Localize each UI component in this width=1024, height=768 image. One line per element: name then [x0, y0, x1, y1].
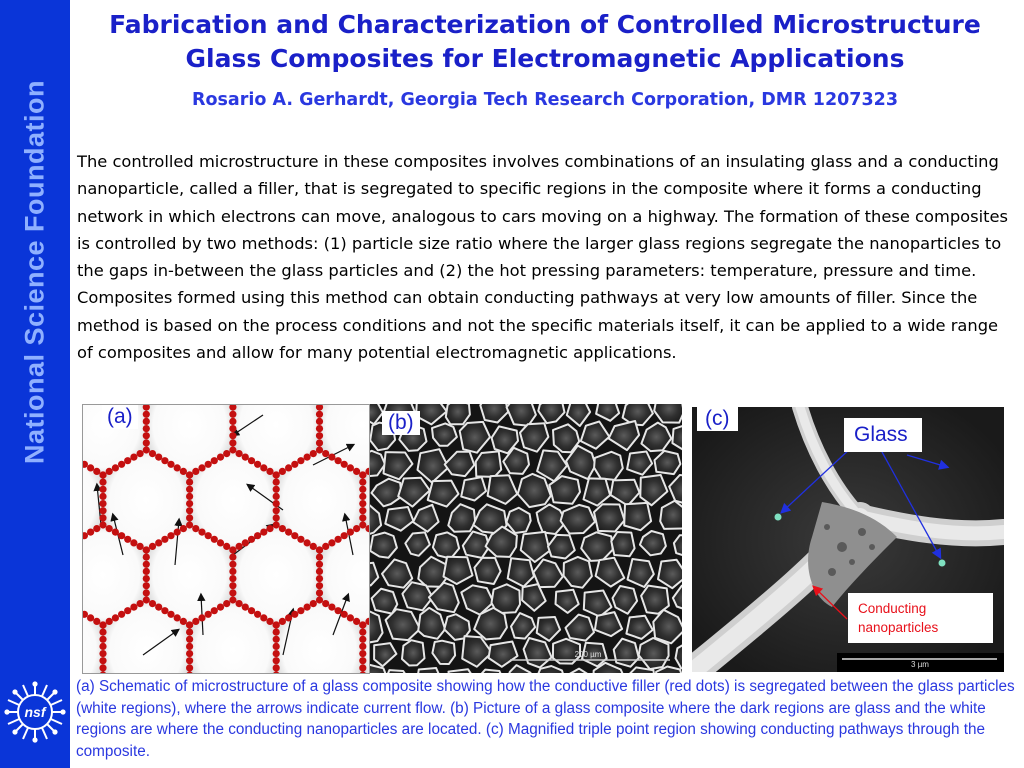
figure-c-conducting-label-line-1: Conducting [858, 601, 927, 616]
filler-dot [211, 607, 218, 614]
filler-dot [186, 621, 193, 628]
filler-dot [143, 554, 150, 561]
filler-dot [186, 643, 193, 650]
filler-dot [248, 536, 255, 543]
filler-dot [143, 446, 150, 453]
filler-dot [359, 514, 366, 521]
nsf-sidebar [0, 0, 70, 768]
filler-dot [285, 529, 292, 536]
filler-dot [335, 457, 342, 464]
nsf-logo-icon [4, 681, 66, 743]
micrograph-grain [370, 533, 397, 558]
filler-dot [99, 521, 106, 528]
filler-dot [242, 454, 249, 461]
filler-dot [143, 582, 150, 589]
filler-dot [217, 454, 224, 461]
filler-dot [192, 525, 199, 532]
filler-dot [236, 450, 243, 457]
filler-dot [192, 468, 199, 475]
figure-a-drawing [83, 405, 369, 673]
filler-dot [137, 543, 144, 550]
filler-dot [359, 636, 366, 643]
filler-dot [229, 411, 236, 418]
filler-dot [198, 464, 205, 471]
filler-dot [316, 589, 323, 596]
filler-dot [143, 432, 150, 439]
filler-dot [273, 629, 280, 636]
micrograph-grain [611, 532, 634, 556]
filler-dot [106, 618, 113, 625]
filler-dot [359, 479, 366, 486]
filler-dot [316, 425, 323, 432]
filler-dot [174, 464, 181, 471]
filler-dot [273, 507, 280, 514]
filler-dot [328, 604, 335, 611]
filler-dot [99, 493, 106, 500]
filler-dot [93, 468, 100, 475]
filler-dot [273, 500, 280, 507]
figure-a-schematic [82, 404, 370, 674]
filler-dot [99, 514, 106, 521]
filler-dot [186, 629, 193, 636]
filler-dot [137, 450, 144, 457]
micrograph-grain [594, 452, 623, 480]
filler-dot [112, 464, 119, 471]
filler-dot [236, 543, 243, 550]
filler-dot [167, 532, 174, 539]
filler-dot [279, 525, 286, 532]
filler-dot [322, 600, 329, 607]
filler-dot [167, 611, 174, 618]
filler-dot [347, 614, 354, 621]
filler-dot [304, 604, 311, 611]
filler-dot [161, 457, 168, 464]
filler-dot [248, 607, 255, 614]
filler-dot [143, 596, 150, 603]
filler-dot [359, 500, 366, 507]
filler-dot [254, 532, 261, 539]
filler-dot [143, 418, 150, 425]
filler-dot [242, 539, 249, 546]
figure-b-micrograph [370, 404, 682, 673]
filler-dot [205, 461, 212, 468]
filler-dot [254, 611, 261, 618]
filler-dot [347, 464, 354, 471]
micrograph-grain [433, 532, 459, 558]
filler-dot [273, 479, 280, 486]
filler-dot [186, 486, 193, 493]
filler-dot [186, 471, 193, 478]
filler-dot [143, 425, 150, 432]
filler-dot [316, 546, 323, 553]
filler-dot [99, 643, 106, 650]
filler-dot [143, 568, 150, 575]
filler-dot [304, 454, 311, 461]
filler-dot [180, 468, 187, 475]
svg-text:nsf: nsf [24, 704, 46, 720]
filler-dot [310, 600, 317, 607]
micrograph-grain [402, 640, 425, 665]
filler-dot [211, 536, 218, 543]
filler-dot [99, 636, 106, 643]
filler-dot [359, 650, 366, 657]
filler-dot [273, 486, 280, 493]
filler-dot [198, 529, 205, 536]
filler-dot [248, 457, 255, 464]
filler-dot [273, 514, 280, 521]
filler-dot [291, 532, 298, 539]
filler-dot [316, 582, 323, 589]
filler-dot [260, 614, 267, 621]
filler-dot [186, 514, 193, 521]
filler-dot [341, 461, 348, 468]
filler-dot [279, 468, 286, 475]
filler-dot [328, 539, 335, 546]
filler-dot [266, 618, 273, 625]
filler-dot [229, 546, 236, 553]
filler-dot [155, 454, 162, 461]
filler-dot [155, 604, 162, 611]
filler-dot [186, 636, 193, 643]
filler-dot [99, 650, 106, 657]
filler-dot [118, 611, 125, 618]
filler-dot [180, 618, 187, 625]
filler-dot [118, 532, 125, 539]
filler-dot [223, 450, 230, 457]
slide-title-line-1: Fabrication and Characterization of Controlled Microstructure [109, 10, 981, 39]
figure-c-glass-label: Glass [844, 418, 922, 452]
filler-dot [106, 525, 113, 532]
filler-dot [99, 664, 106, 671]
filler-dot [205, 611, 212, 618]
nsf-sidebar-label: National Science Foundation [19, 79, 50, 465]
micrograph-grain [476, 451, 502, 477]
filler-dot [353, 468, 360, 475]
filler-dot [229, 582, 236, 589]
filler-dot [335, 536, 342, 543]
filler-dot [161, 536, 168, 543]
filler-dot [186, 507, 193, 514]
filler-dot [316, 446, 323, 453]
filler-dot [266, 468, 273, 475]
filler-dot [186, 650, 193, 657]
filler-dot [316, 411, 323, 418]
filler-dot [99, 629, 106, 636]
filler-dot [149, 450, 156, 457]
filler-dot [316, 432, 323, 439]
filler-dot [99, 657, 106, 664]
filler-dot [87, 614, 94, 621]
filler-dot [229, 439, 236, 446]
filler-dot [316, 554, 323, 561]
filler-dot [297, 457, 304, 464]
filler-dot [118, 461, 125, 468]
filler-dot [359, 471, 366, 478]
filler-dot [285, 614, 292, 621]
slide-subtitle: Rosario A. Gerhardt, Georgia Tech Research Corporation, DMR 1207323 [192, 90, 898, 110]
filler-dot [112, 529, 119, 536]
filler-dot [149, 600, 156, 607]
filler-dot [143, 411, 150, 418]
filler-dot [273, 650, 280, 657]
filler-dot [273, 621, 280, 628]
filler-dot [186, 657, 193, 664]
filler-dot [87, 464, 94, 471]
filler-dot [229, 568, 236, 575]
filler-dot [359, 657, 366, 664]
filler-dot [186, 493, 193, 500]
filler-dot [322, 543, 329, 550]
figure-a-label: (a) [102, 405, 138, 429]
filler-dot [254, 461, 261, 468]
filler-dot [229, 446, 236, 453]
filler-dot [359, 629, 366, 636]
filler-dot [174, 614, 181, 621]
micrograph-grain [474, 558, 500, 584]
filler-dot [310, 450, 317, 457]
filler-dot [124, 536, 131, 543]
filler-dot [217, 604, 224, 611]
filler-dot [297, 536, 304, 543]
filler-dot [186, 521, 193, 528]
figure-c-conducting-label-line-2: nanoparticles [858, 620, 939, 635]
filler-dot [130, 604, 137, 611]
figure-b-scale-label: 200 µm [574, 650, 602, 659]
filler-dot [341, 611, 348, 618]
filler-dot [143, 546, 150, 553]
filler-dot [167, 461, 174, 468]
filler-dot [211, 457, 218, 464]
filler-dot [192, 618, 199, 625]
filler-dot [273, 521, 280, 528]
filler-dot [353, 525, 360, 532]
filler-dot [99, 479, 106, 486]
filler-dot [124, 457, 131, 464]
filler-dot [242, 604, 249, 611]
figure-c-label: (c) [697, 407, 738, 431]
filler-dot [180, 525, 187, 532]
filler-dot [186, 664, 193, 671]
filler-dot [359, 621, 366, 628]
filler-dot [161, 607, 168, 614]
filler-dot [93, 525, 100, 532]
filler-dot [99, 486, 106, 493]
filler-dot [223, 543, 230, 550]
slide-title [76, 8, 1014, 76]
filler-dot [328, 454, 335, 461]
filler-dot [353, 618, 360, 625]
filler-dot [316, 439, 323, 446]
filler-dot [229, 596, 236, 603]
filler-dot [273, 636, 280, 643]
filler-dot [229, 561, 236, 568]
filler-dot [229, 575, 236, 582]
filler-dot [198, 614, 205, 621]
filler-dot [273, 657, 280, 664]
filler-dot [273, 664, 280, 671]
filler-dot [99, 471, 106, 478]
filler-dot [143, 589, 150, 596]
slide-title-line-2: Glass Composites for Electromagnetic Applications [185, 44, 905, 73]
filler-dot [310, 543, 317, 550]
filler-dot [297, 607, 304, 614]
filler-dot [316, 418, 323, 425]
filler-dot [316, 568, 323, 575]
filler-dot [359, 507, 366, 514]
filler-dot [341, 532, 348, 539]
filler-dot [155, 539, 162, 546]
filler-dot [260, 529, 267, 536]
filler-dot [316, 596, 323, 603]
filler-dot [236, 600, 243, 607]
filler-dot [99, 500, 106, 507]
filler-dot [291, 611, 298, 618]
filler-dot [273, 493, 280, 500]
filler-dot [112, 614, 119, 621]
filler-dot [359, 664, 366, 671]
figure-caption: (a) Schematic of microstructure of a glass composite showing how the conductive filler (red dots) is segregated between the glass particles (white regions), where the arrows indicate current flow. (b) Picture of a glass composite where the dark regions are glass and the white regions are where the conducting nanoparticles are located. (c) Magnified triple point region showing conducting pathways through the composite. [76, 678, 1015, 760]
figure-c-conducting-label [848, 593, 993, 643]
filler-dot [143, 561, 150, 568]
filler-dot [174, 529, 181, 536]
filler-dot [229, 418, 236, 425]
figure-b-label: (b) [382, 411, 420, 435]
micrograph-grain [446, 404, 470, 424]
filler-dot [99, 621, 106, 628]
filler-dot [137, 600, 144, 607]
figure-b-drawing [370, 404, 682, 673]
filler-dot [291, 461, 298, 468]
figure-c-scale-label: 3 µm [911, 660, 929, 669]
filler-dot [229, 589, 236, 596]
filler-dot [322, 450, 329, 457]
filler-dot [205, 532, 212, 539]
filler-dot [87, 529, 94, 536]
filler-dot [260, 464, 267, 471]
filler-dot [266, 525, 273, 532]
body-paragraph: The controlled microstructure in these composites involves combinations of an insulating glass and a conducting nanoparticle, called a filler, that is segregated to specific regions in the composite where it forms a conducting network in which electrons can move, analogous to cars moving on a highway. The formation of these composites is controlled by two methods: (1) particle size ratio where the larger glass regions segregate the nanoparticles to the gaps in-between the glass particles and (2) the hot pressing parameters: temperature, pressure and time. Composites formed using this method can obtain conducting pathways at very low amounts of filler. Since the method is based on the process conditions and not the specific materials itself, it can be applied to a wide range of composites and allow for many potential electromagnetic applications. [77, 152, 1009, 363]
filler-dot [149, 543, 156, 550]
filler-dot [285, 464, 292, 471]
filler-dot [316, 561, 323, 568]
filler-dot [130, 539, 137, 546]
filler-dot [124, 607, 131, 614]
filler-dot [143, 575, 150, 582]
filler-dot [143, 439, 150, 446]
filler-dot [229, 425, 236, 432]
filler-dot [347, 529, 354, 536]
filler-dot [99, 507, 106, 514]
filler-dot [359, 486, 366, 493]
filler-dot [304, 539, 311, 546]
filler-dot [229, 432, 236, 439]
filler-dot [359, 521, 366, 528]
filler-dot [223, 600, 230, 607]
filler-dot [186, 479, 193, 486]
filler-dot [279, 618, 286, 625]
filler-dot [229, 554, 236, 561]
filler-dot [273, 643, 280, 650]
filler-dot [217, 539, 224, 546]
filler-dot [316, 575, 323, 582]
filler-dot [359, 643, 366, 650]
filler-dot [130, 454, 137, 461]
filler-dot [186, 500, 193, 507]
filler-dot [359, 493, 366, 500]
filler-dot [273, 471, 280, 478]
filler-dot [335, 607, 342, 614]
filler-dot [106, 468, 113, 475]
filler-dot [93, 618, 100, 625]
